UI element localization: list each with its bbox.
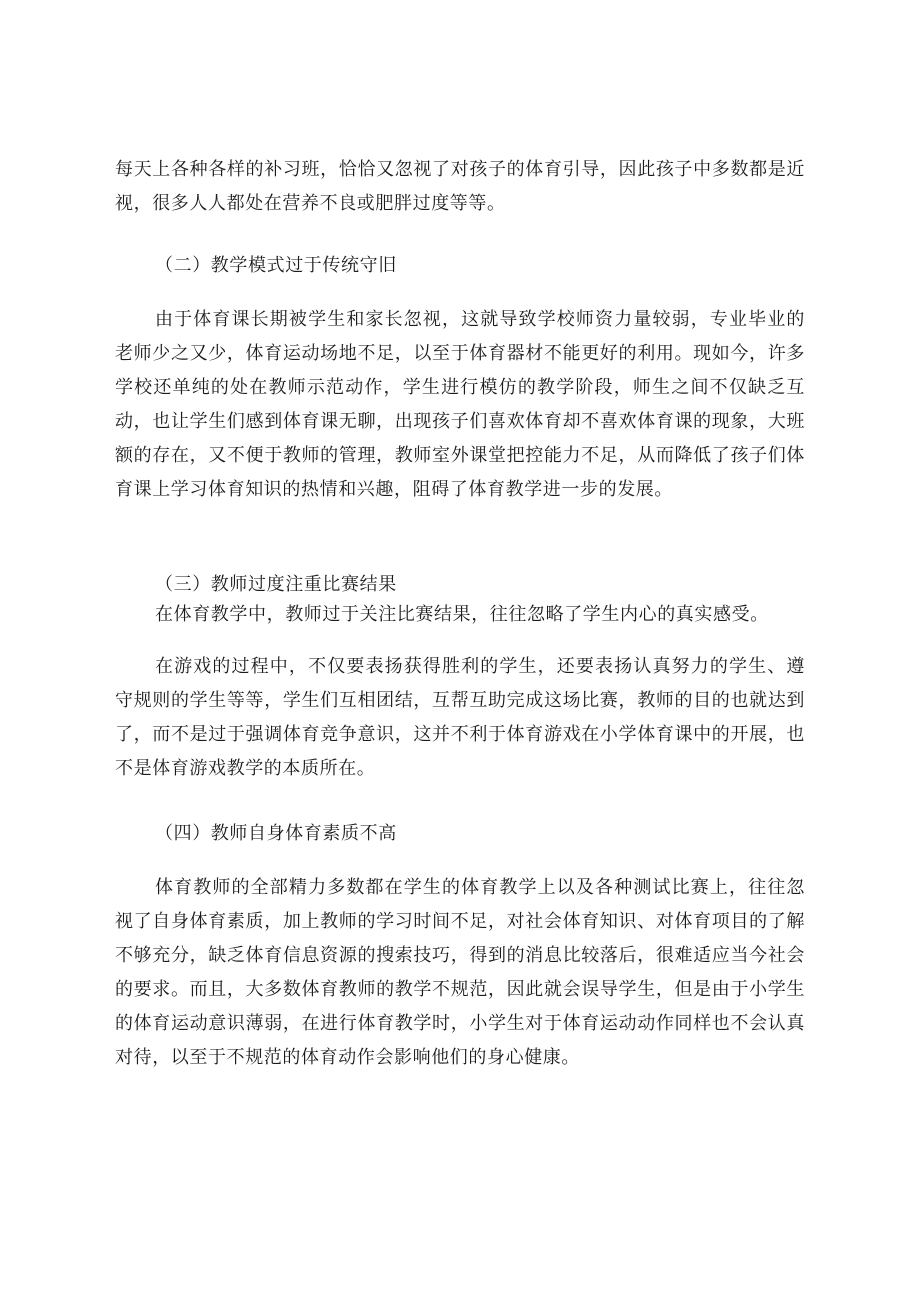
section-heading-4: （四）教师自身体育素质不高 — [155, 823, 397, 844]
paragraph-competition-focus: 在体育教学中，教师过于关注比赛结果，往往忽略了学生内心的真实感受。 — [155, 604, 769, 625]
section-heading-3: （三）教师过度注重比赛结果 — [155, 574, 397, 595]
paragraph-game-process: 在游戏的过程中，不仅要表扬获得胜利的学生，还要表扬认真努力的学生、遵守规则的学生等等，学生们互相团结，互帮互助完成这场比赛，教师的目的也就达到了，而不是过于强调体育竞争意识，这并不利于体育游戏在小学体育课中的开展，也不是体育游戏教学的本质所在。 — [115, 656, 805, 779]
paragraph-teacher-quality: 体育教师的全部精力多数都在学生的体育教学上以及各种测试比赛上，往往忽视了自身体育素质，加上教师的学习时间不足，对社会体育知识、对体育项目的了解不够充分，缺乏体育信息资源的搜索技巧，得到的消息比较落后，很难适应当今社会的要求。而且，大多数体育教师的教学不规范，因此就会误导学生，但是由于小学生的体育运动意识薄弱，在进行体育教学时，小学生对于体育运动动作同样也不会认真对待，以至于不规范的体育动作会影响他们的身心健康。 — [115, 877, 805, 1068]
paragraph-teaching-mode: 由于体育课长期被学生和家长忽视，这就导致学校师资力量较弱，专业毕业的老师少之又少，体育运动场地不足，以至于体育器材不能更好的利用。现如今，许多学校还单纯的处在教师示范动作，学生进行模仿的教学阶段，师生之间不仅缺乏互动，也让学生们感到体育课无聊，出现孩子们喜欢体育却不喜欢体育课的现象，大班额的存在，又不便于教师的管理，教师室外课堂把控能力不足，从而降低了孩子们体育课上学习体育知识的热情和兴趣，阻碍了体育教学进一步的发展。 — [115, 309, 805, 500]
paragraph-continuation: 每天上各种各样的补习班，恰恰又忽视了对孩子的体育引导，因此孩子中多数都是近视，很多人人都处在营养不良或肥胖过度等等。 — [115, 159, 805, 214]
section-heading-2: （二）教学模式过于传统守旧 — [155, 255, 397, 276]
